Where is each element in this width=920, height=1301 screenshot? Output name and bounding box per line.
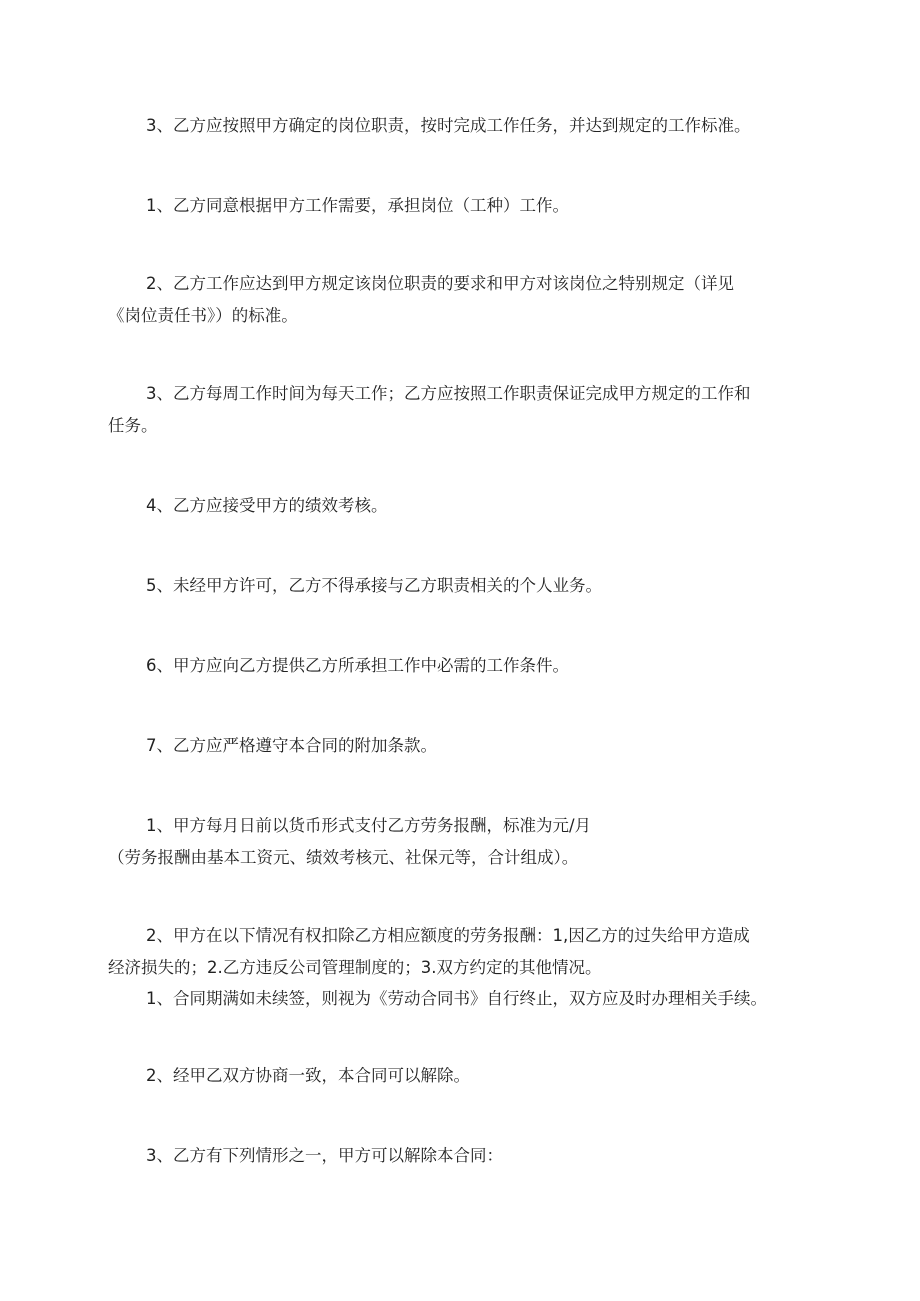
clause-paragraph <box>146 730 437 762</box>
clause-line: 5、未经甲方许可，乙方不得承接与乙方职责相关的个人业务。 <box>146 576 602 595</box>
clause-paragraph <box>146 650 569 682</box>
clause-line: 经济损失的；2.乙方违反公司管理制度的；3.双方约定的其他情况。 <box>108 958 602 977</box>
clause-line: 1、合同期满如未续签，则视为《劳动合同书》自行终止，双方应及时办理相关手续。 <box>146 989 767 1008</box>
clause-line: 2、经甲乙双方协商一致，本合同可以解除。 <box>146 1066 470 1085</box>
clause-paragraph <box>146 190 569 222</box>
clause-line: 1、甲方每月日前以货币形式支付乙方劳务报酬，标准为元/月 <box>146 816 592 835</box>
clause-line: 1、乙方同意根据甲方工作需要，承担岗位（工种）工作。 <box>146 196 569 215</box>
clause-paragraph <box>146 983 767 1015</box>
clause-paragraph <box>146 1060 470 1092</box>
clause-line: 2、甲方在以下情况有权扣除乙方相应额度的劳务报酬：1,因乙方的过失给甲方造成 <box>146 926 750 945</box>
clause-paragraph <box>146 570 602 602</box>
clause-line: 《岗位责任书》）的标准。 <box>108 306 298 325</box>
clause-line: 2、乙方工作应达到甲方规定该岗位职责的要求和甲方对该岗位之特别规定（详见 <box>146 274 734 293</box>
clause-paragraph <box>146 1140 503 1172</box>
clause-line: 3、乙方应按照甲方确定的岗位职责，按时完成工作任务，并达到规定的工作标准。 <box>146 116 751 135</box>
clause-line: 6、甲方应向乙方提供乙方所承担工作中必需的工作条件。 <box>146 656 569 675</box>
clause-line: （劳务报酬由基本工资元、绩效考核元、社保元等，合计组成）。 <box>108 848 579 867</box>
clause-line: 任务。 <box>108 416 158 435</box>
clause-paragraph <box>108 810 591 874</box>
clause-paragraph <box>146 490 388 522</box>
clause-line: 3、乙方有下列情形之一，甲方可以解除本合同： <box>146 1146 503 1165</box>
clause-line: 7、乙方应严格遵守本合同的附加条款。 <box>146 736 437 755</box>
clause-line: 4、乙方应接受甲方的绩效考核。 <box>146 496 388 515</box>
clause-line: 3、乙方每周工作时间为每天工作；乙方应按照工作职责保证完成甲方规定的工作和 <box>146 384 751 403</box>
clause-paragraph <box>108 378 751 442</box>
clause-paragraph <box>108 268 734 332</box>
clause-paragraph <box>108 920 750 984</box>
clause-paragraph <box>146 110 751 142</box>
